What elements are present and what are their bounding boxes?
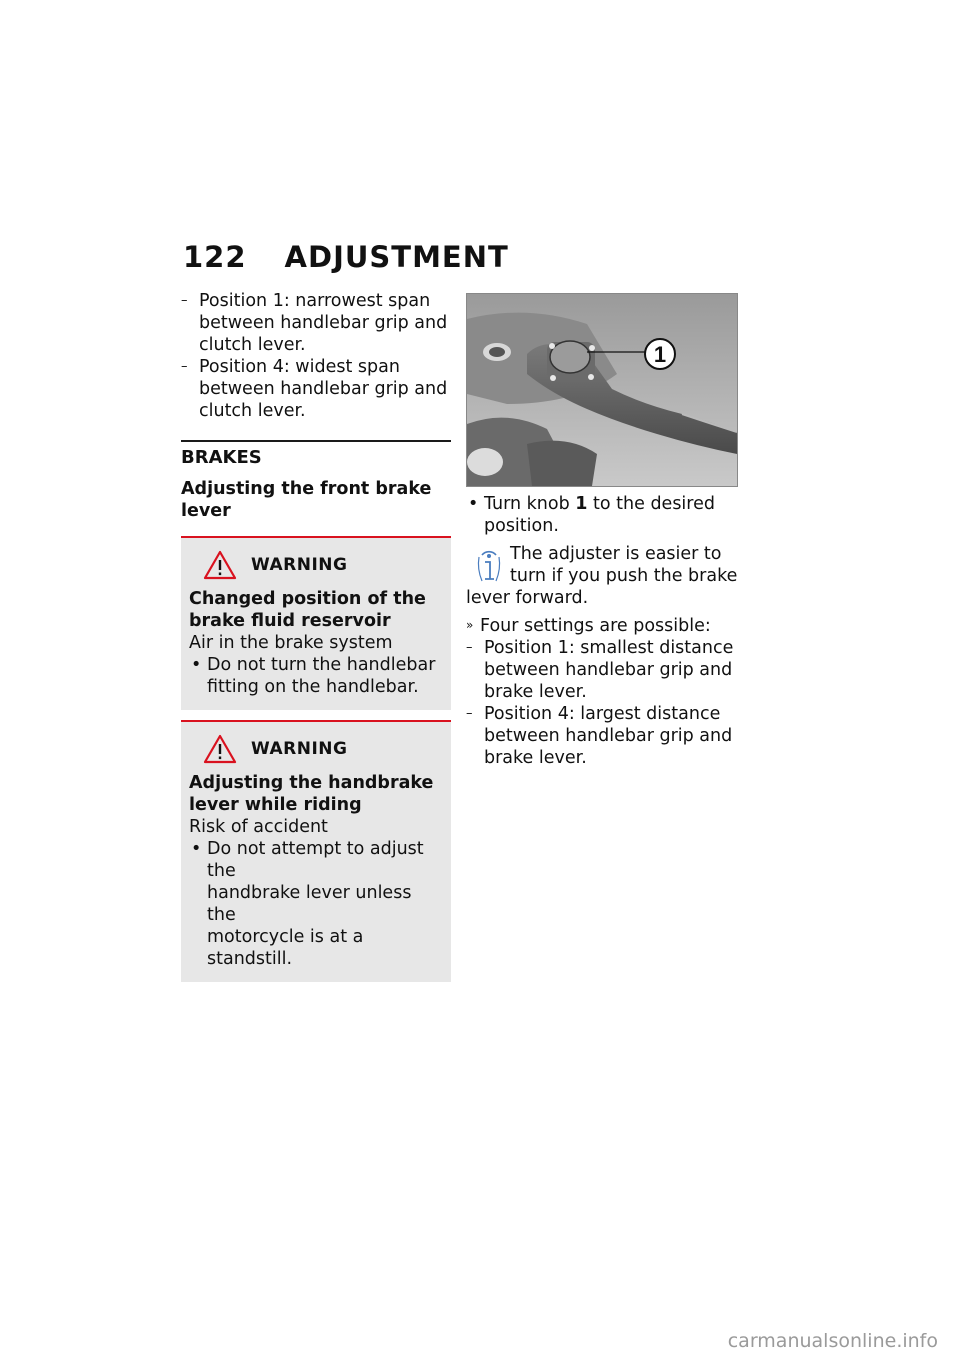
list-item: – Position 4: largest distance between handlebar grip and brake lever. [466,703,738,769]
left-column [181,290,451,982]
warning-triangle-icon [203,550,237,580]
list-item: – Position 1: smallest distance between handlebar grip and brake lever. [466,637,738,703]
right-column [466,293,738,769]
warning-box [181,720,451,982]
page-number: 122 [183,240,247,274]
warning-action: • Do not turn the handlebar fitting on the handlebar. [189,654,443,698]
result-note: » Four settings are possible: [466,615,738,637]
warning-action: • Do not attempt to adjust the handbrake lever unless the motorcycle is at a standstill. [189,838,443,970]
info-icon [476,547,502,585]
warning-consequence: Risk of accident [189,817,328,837]
chapter-title: ADJUSTMENT [284,240,509,274]
watermark-link[interactable]: carmanualsonline.info [727,1330,938,1352]
warning-heading: WARNING [203,550,443,580]
warning-heading: WARNING [203,734,443,764]
section-title: BRAKES [181,447,262,468]
info-note: The adjuster is easier to turn if you push the brake lever forward. [466,544,738,608]
warning-triangle-icon [203,734,237,764]
warning-cause: Adjusting the handbrake lever while riding [189,773,434,815]
section-divider [181,440,451,442]
warning-cause: Changed position of the brake fluid reservoir [189,589,426,631]
page-header [183,240,509,274]
callout-number: 1 [653,342,667,367]
list-item: – Position 1: narrowest span between handlebar grip and clutch lever. [181,290,451,356]
warning-consequence: Air in the brake system [189,633,393,653]
warning-box [181,536,451,710]
instruction-step: • Turn knob 1 to the desired position. [466,493,738,537]
list-item: – Position 4: widest span between handlebar grip and clutch lever. [181,356,451,422]
brake-lever-figure [466,293,738,487]
subsection-title: Adjusting the front brake lever [181,479,432,521]
brake-lever-illustration [467,294,737,486]
